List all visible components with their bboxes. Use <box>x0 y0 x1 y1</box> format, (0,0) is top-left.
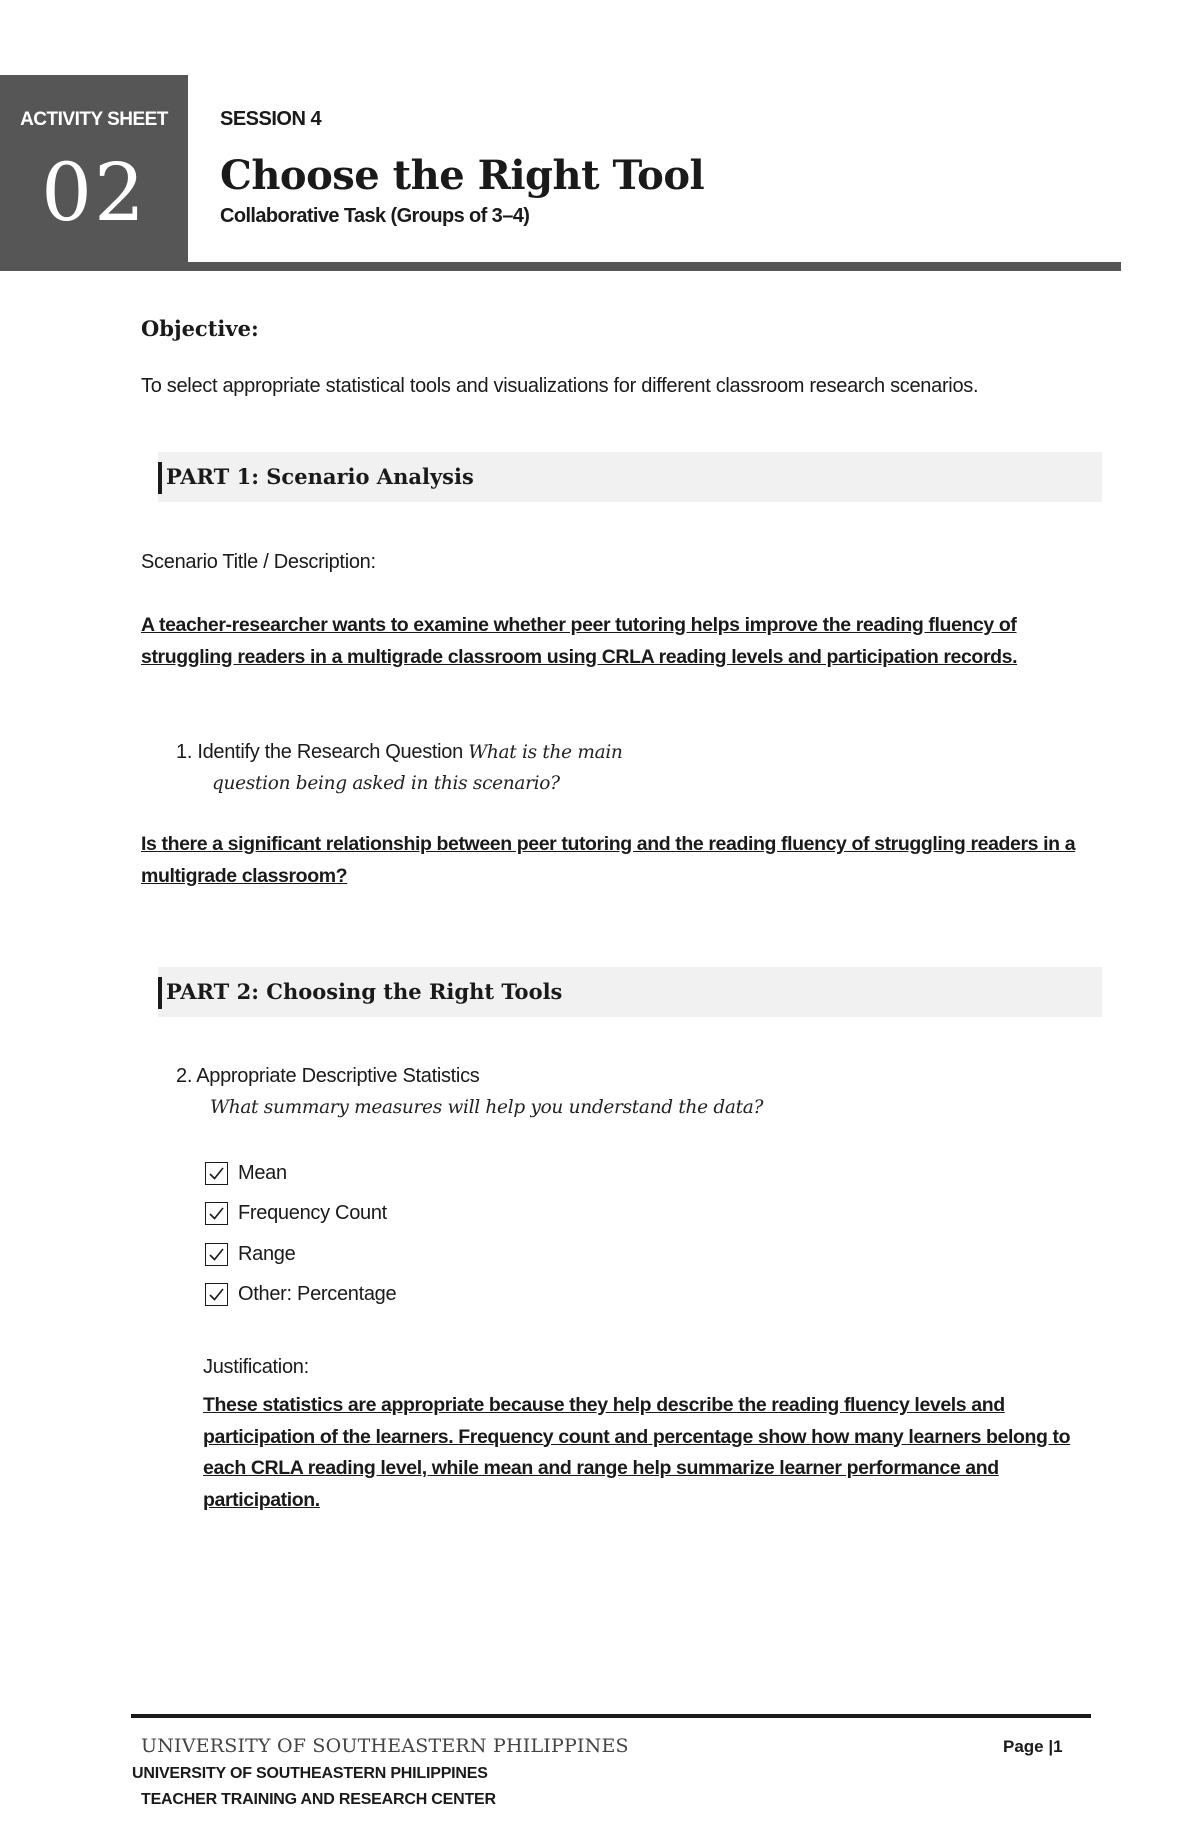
research-question-answer: Is there a significant relationship between peer tutoring and the reading fluency of struggling readers in a multigrade classroom? <box>141 833 1076 887</box>
footer-divider <box>131 1714 1091 1718</box>
checkbox-checked-icon[interactable] <box>205 1283 228 1306</box>
scenario-answer: A teacher-researcher wants to examine whether peer tutoring helps improve the reading fluency of struggling readers in a multigrade classroom using CRLA reading levels and participation records. <box>141 614 1018 668</box>
research-question-hint-a: What is the main <box>468 742 623 763</box>
session-label: SESSION 4 <box>220 108 322 130</box>
page-subtitle: Collaborative Task (Groups of 3–4) <box>220 205 530 227</box>
checklist-item-range[interactable] <box>205 1234 396 1275</box>
part2-title: PART 2: Choosing the Right Tools <box>166 979 563 1004</box>
header-divider <box>188 262 1121 271</box>
descriptive-statistics-label: 2. Appropriate Descriptive Statistics <box>176 1065 480 1087</box>
objective-heading: Objective: <box>141 316 259 341</box>
justification-answer: These statistics are appropriate because they help describe the reading fluency levels and participation of the learners. Frequency count and percentage show how many learners belong to each CRLA reading level, while mean and range help summarize learner performance and participation. <box>203 1394 1071 1511</box>
objective-text: To select appropriate statistical tools and visualizations for different classroom research scenarios. <box>141 375 979 397</box>
descriptive-statistics-item <box>176 1061 1076 1123</box>
checklist-label: Frequency Count <box>238 1202 387 1225</box>
checkbox-checked-icon[interactable] <box>205 1162 228 1185</box>
checklist-label: Range <box>238 1242 296 1265</box>
checklist-item-mean[interactable] <box>205 1153 396 1194</box>
part1-title: PART 1: Scenario Analysis <box>166 464 474 489</box>
part2-header <box>158 967 1102 1017</box>
checklist-item-frequency-count[interactable] <box>205 1194 396 1235</box>
checkbox-checked-icon[interactable] <box>205 1202 228 1225</box>
research-question-item <box>176 737 696 799</box>
statistics-checklist <box>205 1153 396 1315</box>
research-question-hint-b: question being asked in this scenario? <box>212 773 560 794</box>
research-question-label: 1. Identify the Research Question <box>176 741 463 763</box>
activity-number: 02 <box>41 146 147 239</box>
page-title: Choose the Right Tool <box>220 152 705 199</box>
part1-header <box>158 452 1102 502</box>
activity-sheet-block <box>0 75 188 271</box>
part2-marker <box>158 977 162 1009</box>
scenario-label: Scenario Title / Description: <box>141 551 376 573</box>
checkbox-checked-icon[interactable] <box>205 1243 228 1266</box>
activity-label: ACTIVITY SHEET <box>20 109 168 130</box>
page-number: Page |1 <box>1003 1737 1063 1756</box>
part1-marker <box>158 462 162 494</box>
descriptive-statistics-hint: What summary measures will help you understand the data? <box>210 1097 764 1118</box>
footer-center-name: TEACHER TRAINING AND RESEARCH CENTER <box>141 1791 496 1808</box>
justification-label: Justification: <box>203 1356 309 1378</box>
checklist-label: Other: Percentage <box>238 1283 397 1306</box>
checklist-item-other[interactable] <box>205 1275 396 1316</box>
footer-university-bold: UNIVERSITY OF SOUTHEASTERN PHILIPPINES <box>132 1765 488 1782</box>
checklist-label: Mean <box>238 1161 287 1184</box>
footer-university-serif: UNIVERSITY OF SOUTHEASTERN PHILIPPINES <box>141 1735 629 1757</box>
